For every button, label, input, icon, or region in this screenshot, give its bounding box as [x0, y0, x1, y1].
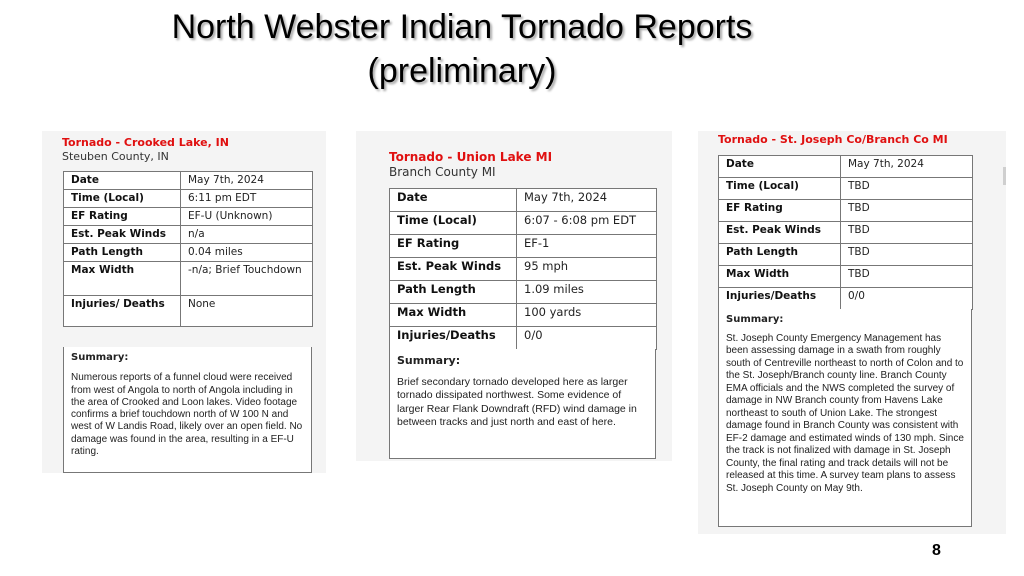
table-row [390, 212, 657, 235]
row-label: Time (Local) [719, 178, 841, 200]
row-value: 6:11 pm EDT [181, 190, 313, 208]
row-label: Path Length [64, 244, 181, 262]
table-row [719, 244, 973, 266]
table-row [719, 222, 973, 244]
report-header: Tornado - Union Lake MI [389, 150, 553, 164]
table-row [64, 190, 313, 208]
summary-label: Summary: [397, 354, 461, 367]
table-row [390, 189, 657, 212]
table-row [390, 281, 657, 304]
page-number: 8 [932, 542, 941, 559]
row-value: 1.09 miles [517, 281, 657, 304]
table-row [64, 172, 313, 190]
report-details-table [63, 171, 313, 327]
row-label: Injuries/Deaths [719, 288, 841, 310]
report-summary [63, 347, 312, 473]
report-card-union-lake [356, 131, 672, 461]
report-summary [718, 309, 972, 527]
row-label: Max Width [719, 266, 841, 288]
row-value: TBD [841, 200, 973, 222]
row-value: TBD [841, 244, 973, 266]
summary-text: Brief secondary tornado developed here as larger tornado dissipated northwest. Some evidence of larger Rear Flank Downdraft (RFD) wind damage in between tracks and just north and east of here. [397, 375, 637, 428]
row-value: TBD [841, 222, 973, 244]
row-value: 0.04 miles [181, 244, 313, 262]
row-value: 0/0 [841, 288, 973, 310]
report-county: Branch County MI [389, 165, 496, 179]
table-row [64, 296, 313, 327]
table-row [390, 235, 657, 258]
row-value: EF-1 [517, 235, 657, 258]
report-summary [389, 349, 656, 459]
row-value: TBD [841, 266, 973, 288]
table-row [64, 208, 313, 226]
report-header: Tornado - St. Joseph Co/Branch Co MI [718, 133, 948, 146]
slide-subtitle: (preliminary) [367, 52, 557, 90]
row-label: EF Rating [64, 208, 181, 226]
row-label: Time (Local) [64, 190, 181, 208]
row-label: Est. Peak Winds [719, 222, 841, 244]
table-row [719, 200, 973, 222]
report-details-table [718, 155, 973, 310]
row-value: 6:07 - 6:08 pm EDT [517, 212, 657, 235]
row-label: Est. Peak Winds [64, 226, 181, 244]
row-value: EF-U (Unknown) [181, 208, 313, 226]
row-label: Path Length [390, 281, 517, 304]
row-label: EF Rating [390, 235, 517, 258]
row-value: 0/0 [517, 327, 657, 350]
summary-label: Summary: [71, 352, 129, 363]
row-value: None [181, 296, 313, 327]
table-row [719, 178, 973, 200]
row-label: Date [719, 156, 841, 178]
table-row [390, 327, 657, 350]
row-value: -n/a; Brief Touchdown [181, 262, 313, 296]
table-row [64, 262, 313, 296]
row-label: Date [64, 172, 181, 190]
slide-title: North Webster Indian Tornado Reports [171, 8, 753, 46]
table-row [719, 156, 973, 178]
row-label: Path Length [719, 244, 841, 266]
row-label: Injuries/ Deaths [64, 296, 181, 327]
row-value: n/a [181, 226, 313, 244]
row-value: May 7th, 2024 [517, 189, 657, 212]
scrollbar-thumb[interactable] [1003, 167, 1006, 185]
table-row [719, 266, 973, 288]
row-label: Injuries/Deaths [390, 327, 517, 350]
row-label: Max Width [390, 304, 517, 327]
row-value: May 7th, 2024 [841, 156, 973, 178]
summary-label: Summary: [726, 314, 784, 325]
row-value: 95 mph [517, 258, 657, 281]
report-county: Steuben County, IN [62, 150, 169, 163]
table-row [64, 226, 313, 244]
table-row [390, 258, 657, 281]
report-details-table [389, 188, 657, 350]
row-label: Time (Local) [390, 212, 517, 235]
row-label: Est. Peak Winds [390, 258, 517, 281]
row-label: Max Width [64, 262, 181, 296]
report-card-st-joseph-branch [698, 131, 1006, 534]
summary-text: Numerous reports of a funnel cloud were received from west of Angola to north of Angola including in the area of Crooked and Loon lakes. Video footage confirms a brief touchdown north of W 100 N and west of W Landis Road, likely over an open field. No damage was found in the area, resulting in a EF-U rating. [71, 372, 303, 458]
row-label: Date [390, 189, 517, 212]
row-value: 100 yards [517, 304, 657, 327]
table-row [64, 244, 313, 262]
row-label: EF Rating [719, 200, 841, 222]
row-value: May 7th, 2024 [181, 172, 313, 190]
table-row [719, 288, 973, 310]
summary-text: St. Joseph County Emergency Management has been assessing damage in a swath from roughly south of Centreville northeast to north of Colon and to the St. Joseph/Branch county line. Branch County EMA officials and the NWS completed the survey of damage in NW Branch county from Havens Lake northeast to south of Union Lake. The strongest damage found in Branch County was consistent with EF-2 damage and estimated winds of 130 mph. Since the track is not finalized with damage in St. Joseph County, the final rating and track details will not be released at this time. A survey team plans to assess St. Joseph County on May 9th. [726, 332, 964, 494]
report-header: Tornado - Crooked Lake, IN [62, 136, 229, 149]
report-card-crooked-lake [42, 131, 326, 473]
row-value: TBD [841, 178, 973, 200]
table-row [390, 304, 657, 327]
